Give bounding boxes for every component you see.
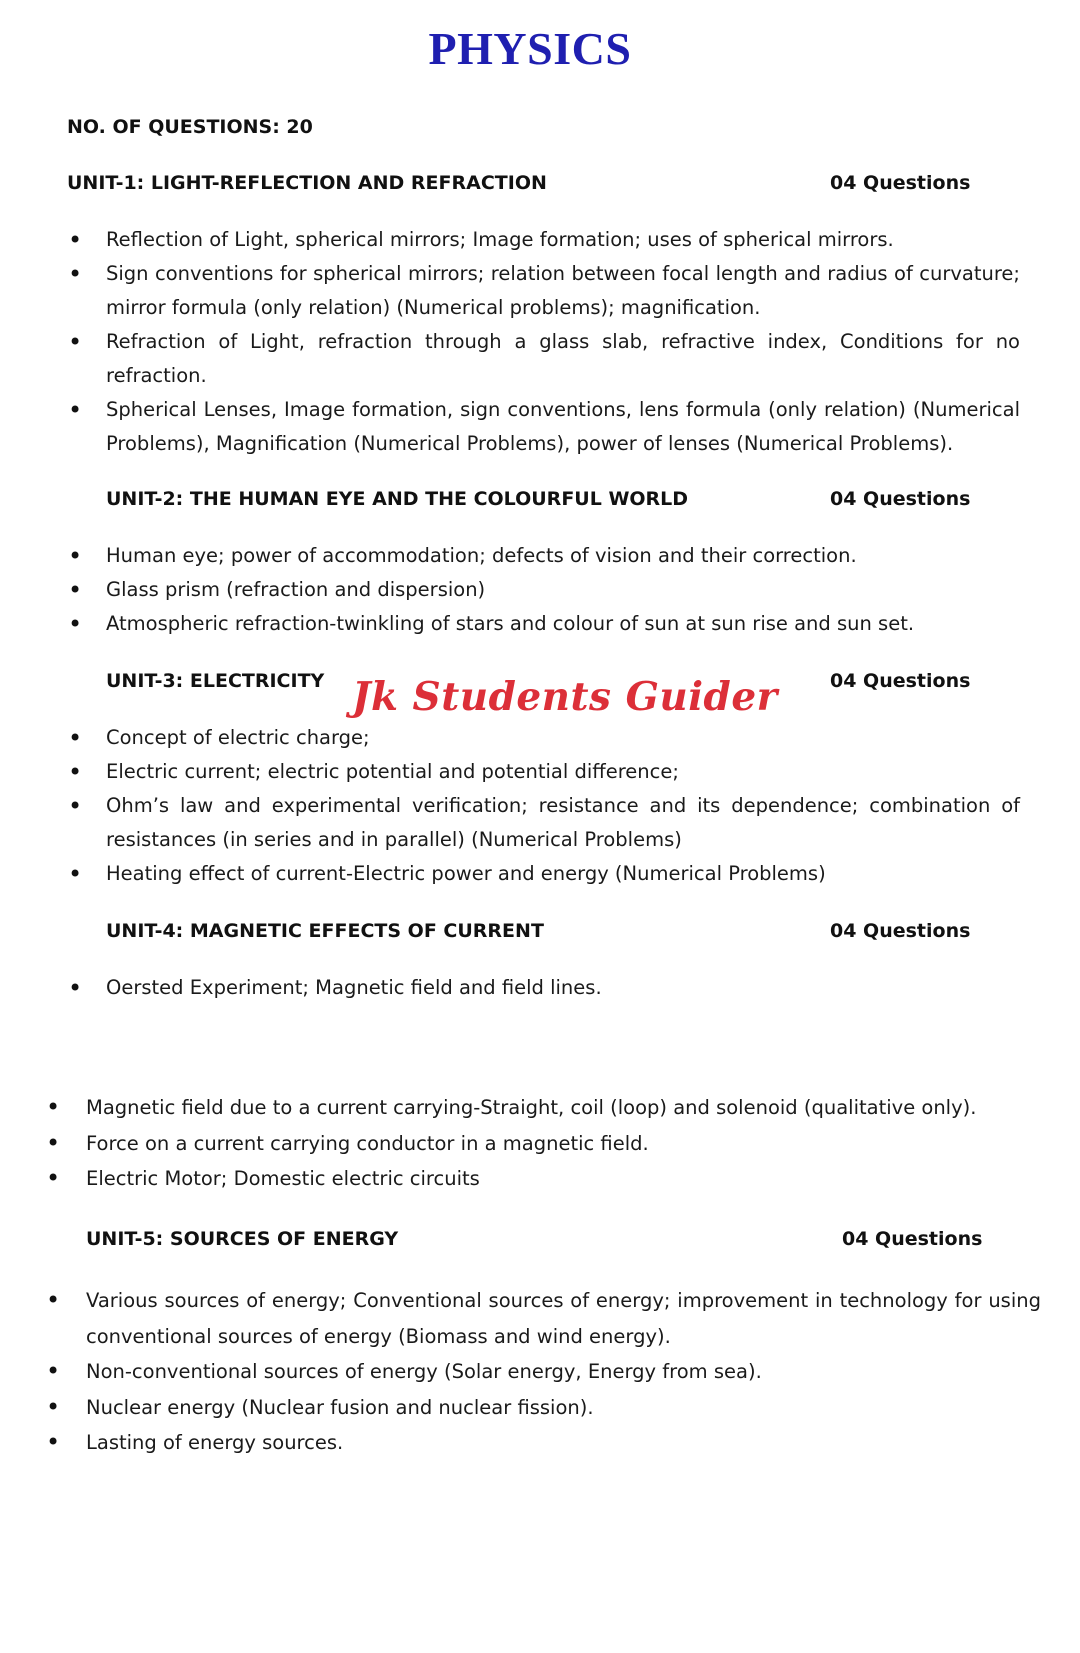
list-item: • Nuclear energy (Nuclear fusion and nuclear fission). <box>86 1390 1041 1426</box>
unit-1-heading: UNIT-1: LIGHT-REFLECTION AND REFRACTION <box>67 172 547 194</box>
unit-4-questions: 04 Questions <box>830 920 971 942</box>
unit-2-list <box>106 539 1020 641</box>
unit-1-questions: 04 Questions <box>830 172 971 194</box>
list-item: • Refraction of Light, refraction through a glass slab, refractive index, Conditions for no refraction. <box>106 325 1020 393</box>
watermark-text: Jk Students Guider <box>352 674 778 720</box>
unit-4-heading: UNIT-4: MAGNETIC EFFECTS OF CURRENT <box>106 920 544 942</box>
list-item: • Various sources of energy; Conventional sources of energy; improvement in technology for using conventional sources of energy (Biomass and wind energy). <box>86 1283 1041 1354</box>
list-item: • Electric current; electric potential and potential difference; <box>106 755 1020 789</box>
list-item: • Non-conventional sources of energy (Solar energy, Energy from sea). <box>86 1354 1041 1390</box>
list-item: • Heating effect of current-Electric power and energy (Numerical Problems) <box>106 857 1020 891</box>
list-item: • Force on a current carrying conductor in a magnetic field. <box>86 1126 1041 1162</box>
list-item: • Magnetic field due to a current carrying-Straight, coil (loop) and solenoid (qualitative only). <box>86 1090 1041 1126</box>
unit-5-heading: UNIT-5: SOURCES OF ENERGY <box>86 1228 399 1250</box>
unit-3-heading: UNIT-3: ELECTRICITY <box>106 670 325 692</box>
list-item: • Reflection of Light, spherical mirrors; Image formation; uses of spherical mirrors. <box>106 223 1020 257</box>
unit-2-heading: UNIT-2: THE HUMAN EYE AND THE COLOURFUL WORLD <box>106 488 689 510</box>
unit-1-list <box>106 223 1020 461</box>
list-item: • Electric Motor; Domestic electric circuits <box>86 1161 1041 1197</box>
unit-4-list-part1 <box>106 971 1020 1005</box>
list-item: • Human eye; power of accommodation; defects of vision and their correction. <box>106 539 1020 573</box>
list-item: • Oersted Experiment; Magnetic field and field lines. <box>106 971 1020 1005</box>
unit-5-questions: 04 Questions <box>842 1228 983 1250</box>
page-title: PHYSICS <box>428 23 632 74</box>
list-item: • Atmospheric refraction-twinkling of stars and colour of sun at sun rise and sun set. <box>106 607 1020 641</box>
list-item: • Spherical Lenses, Image formation, sign conventions, lens formula (only relation) (Numerical Problems), Magnification (Numerical Problems), power of lenses (Numerical Problems). <box>106 393 1020 461</box>
list-item: • Concept of electric charge; <box>106 721 1020 755</box>
list-item: • Sign conventions for spherical mirrors; relation between focal length and radius of curvature; mirror formula (only relation) (Numerical problems); magnification. <box>106 257 1020 325</box>
list-item: • Ohm’s law and experimental verification; resistance and its dependence; combination of resistances (in series and in parallel) (Numerical Problems) <box>106 789 1020 857</box>
question-count: NO. OF QUESTIONS: 20 <box>67 116 313 138</box>
unit-4-list-part2 <box>86 1090 1041 1197</box>
unit-2-questions: 04 Questions <box>830 488 971 510</box>
list-item: • Glass prism (refraction and dispersion) <box>106 573 1020 607</box>
unit-3-questions: 04 Questions <box>830 670 971 692</box>
list-item: • Lasting of energy sources. <box>86 1425 1041 1461</box>
unit-3-list <box>106 721 1020 891</box>
unit-5-list <box>86 1283 1041 1461</box>
